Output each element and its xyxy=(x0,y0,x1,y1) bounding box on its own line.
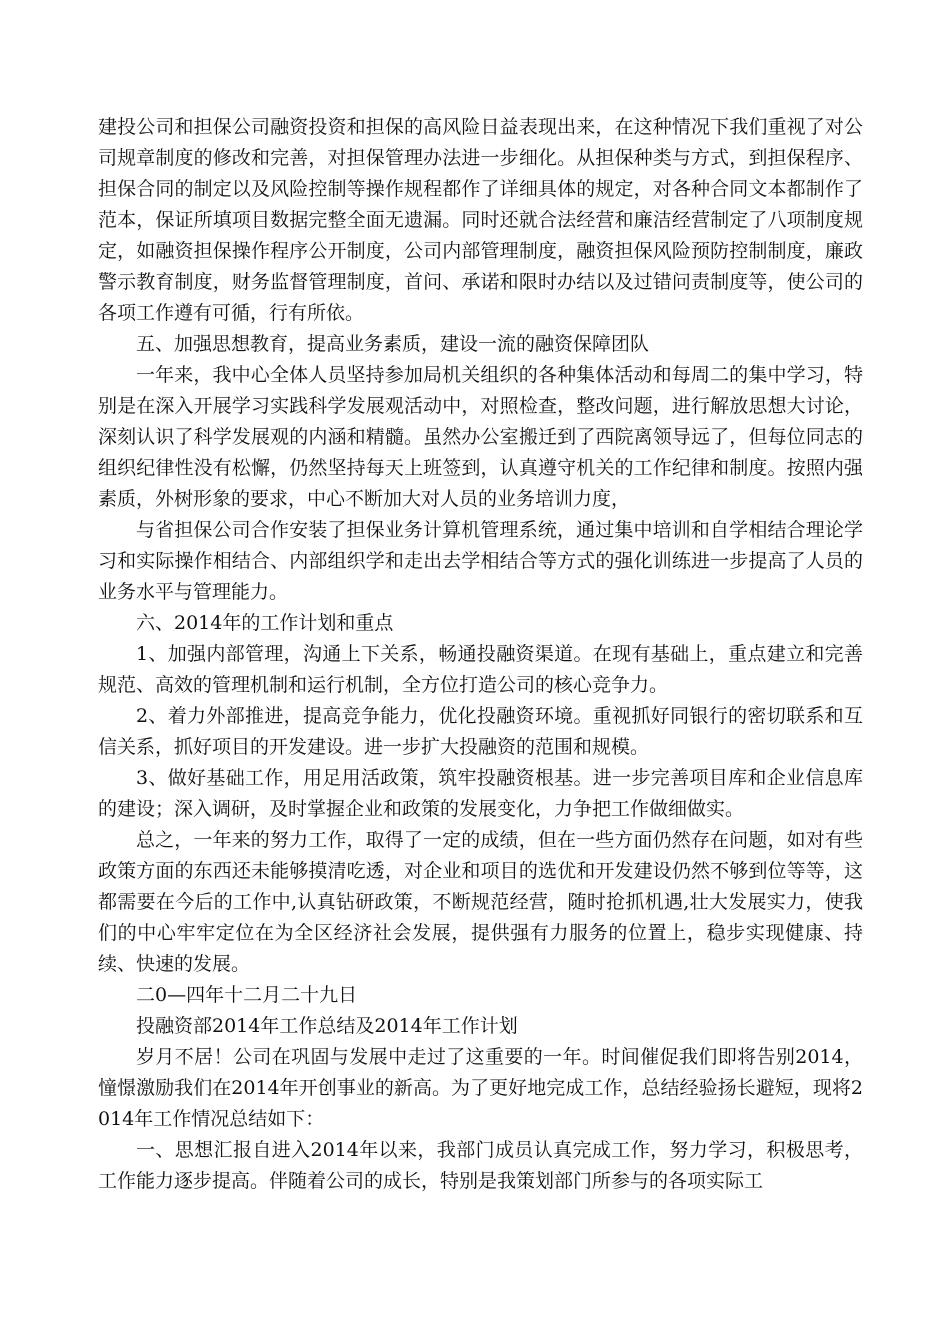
paragraph-guarantee-rules: 建投公司和担保公司融资投资和担保的高风险日益表现出来，在这种情况下我们重视了对公司规章制度的修改和完善，对担保管理办法进一步细化。从担保种类与方式，到担保程序、担保合同的制定以及风险控制等操作规程都作了详细具体的规定，对各种合同文本都制作了范本，保证所填项目数据完整全面无遗漏。同时还就合法经营和廉洁经营制定了八项制度规定，如融资担保操作程序公开制度，公司内部管理制度，融资担保风险预防控制制度，廉政警示教育制度，财务监督管理制度，首问、承诺和限时办结以及过错问责制度等，使公司的各项工作遵有可循，行有所依。 xyxy=(98,116,863,324)
paragraph-section-1: 一、思想汇报自进入2014年以来，我部门成员认真完成工作，努力学习，积极思考，工作能力逐步提高。伴随着公司的成长，特别是我策划部门所参与的各项实际工 xyxy=(98,1139,863,1192)
plan-item-3: 3、做好基础工作，用足用活政策，筑牢投融资根基。进一步完善项目库和企业信息库的建设；深入调研，及时掌握企业和政策的发展变化，力争把工作做细做实。 xyxy=(98,767,863,820)
document-title: 投融资部2014年工作总结及2014年工作计划 xyxy=(136,1015,518,1037)
section-heading-5: 五、加强思想教育，提高业务素质，建设一流的融资保障团队 xyxy=(136,333,650,355)
paragraph-intro: 岁月不居！公司在巩固与发展中走过了这重要的一年。时间催促我们即将告别2014，憧憬激励我们在2014年开创事业的新高。为了更好地完成工作，总结经验扬长避短，现将2014年工作情况总结如下： xyxy=(98,1046,863,1130)
document-page xyxy=(98,112,863,1197)
plan-item-1: 1、加强内部管理，沟通上下关系，畅通投融资渠道。在现有基础上，重点建立和完善规范、高效的管理机制和运行机制，全方位打造公司的核心竞争力。 xyxy=(98,643,863,696)
paragraph-computer-system: 与省担保公司合作安装了担保业务计算机管理系统，通过集中培训和自学相结合理论学习和实际操作相结合、内部组织学和走出去学相结合等方式的强化训练进一步提高了人员的业务水平与管理能力。 xyxy=(98,519,863,603)
plan-item-2: 2、着力外部推进，提高竞争能力，优化投融资环境。重视抓好同银行的密切联系和互信关系，抓好项目的开发建设。进一步扩大投融资的范围和规模。 xyxy=(98,705,863,758)
section-heading-6: 六、2014年的工作计划和重点 xyxy=(136,612,394,634)
paragraph-training: 一年来，我中心全体人员坚持参加局机关组织的各种集体活动和每周二的集中学习，特别是在深入开展学习实践科学发展观活动中，对照检查，整改问题，进行解放思想大讨论，深刻认识了科学发展观的内涵和精髓。虽然办公室搬迁到了西院离领导远了，但每位同志的组织纪律性没有松懈，仍然坚持每天上班签到，认真遵守机关的工作纪律和制度。按照内强素质，外树形象的要求，中心不断加大对人员的业务培训力度， xyxy=(98,364,863,510)
date-line: 二0—四年十二月二十九日 xyxy=(136,984,358,1006)
paragraph-summary: 总之，一年来的努力工作，取得了一定的成绩，但在一些方面仍然存在问题，如对有些政策方面的东西还未能够摸清吃透，对企业和项目的选优和开发建设仍然不够到位等等，这都需要在今后的工作中,认真钻研政策，不断规范经营，随时抢抓机遇,壮大发展实力，使我们的中心牢牢定位在为全区经济社会发展，提供强有力服务的位置上，稳步实现健康、持续、快速的发展。 xyxy=(98,829,863,975)
